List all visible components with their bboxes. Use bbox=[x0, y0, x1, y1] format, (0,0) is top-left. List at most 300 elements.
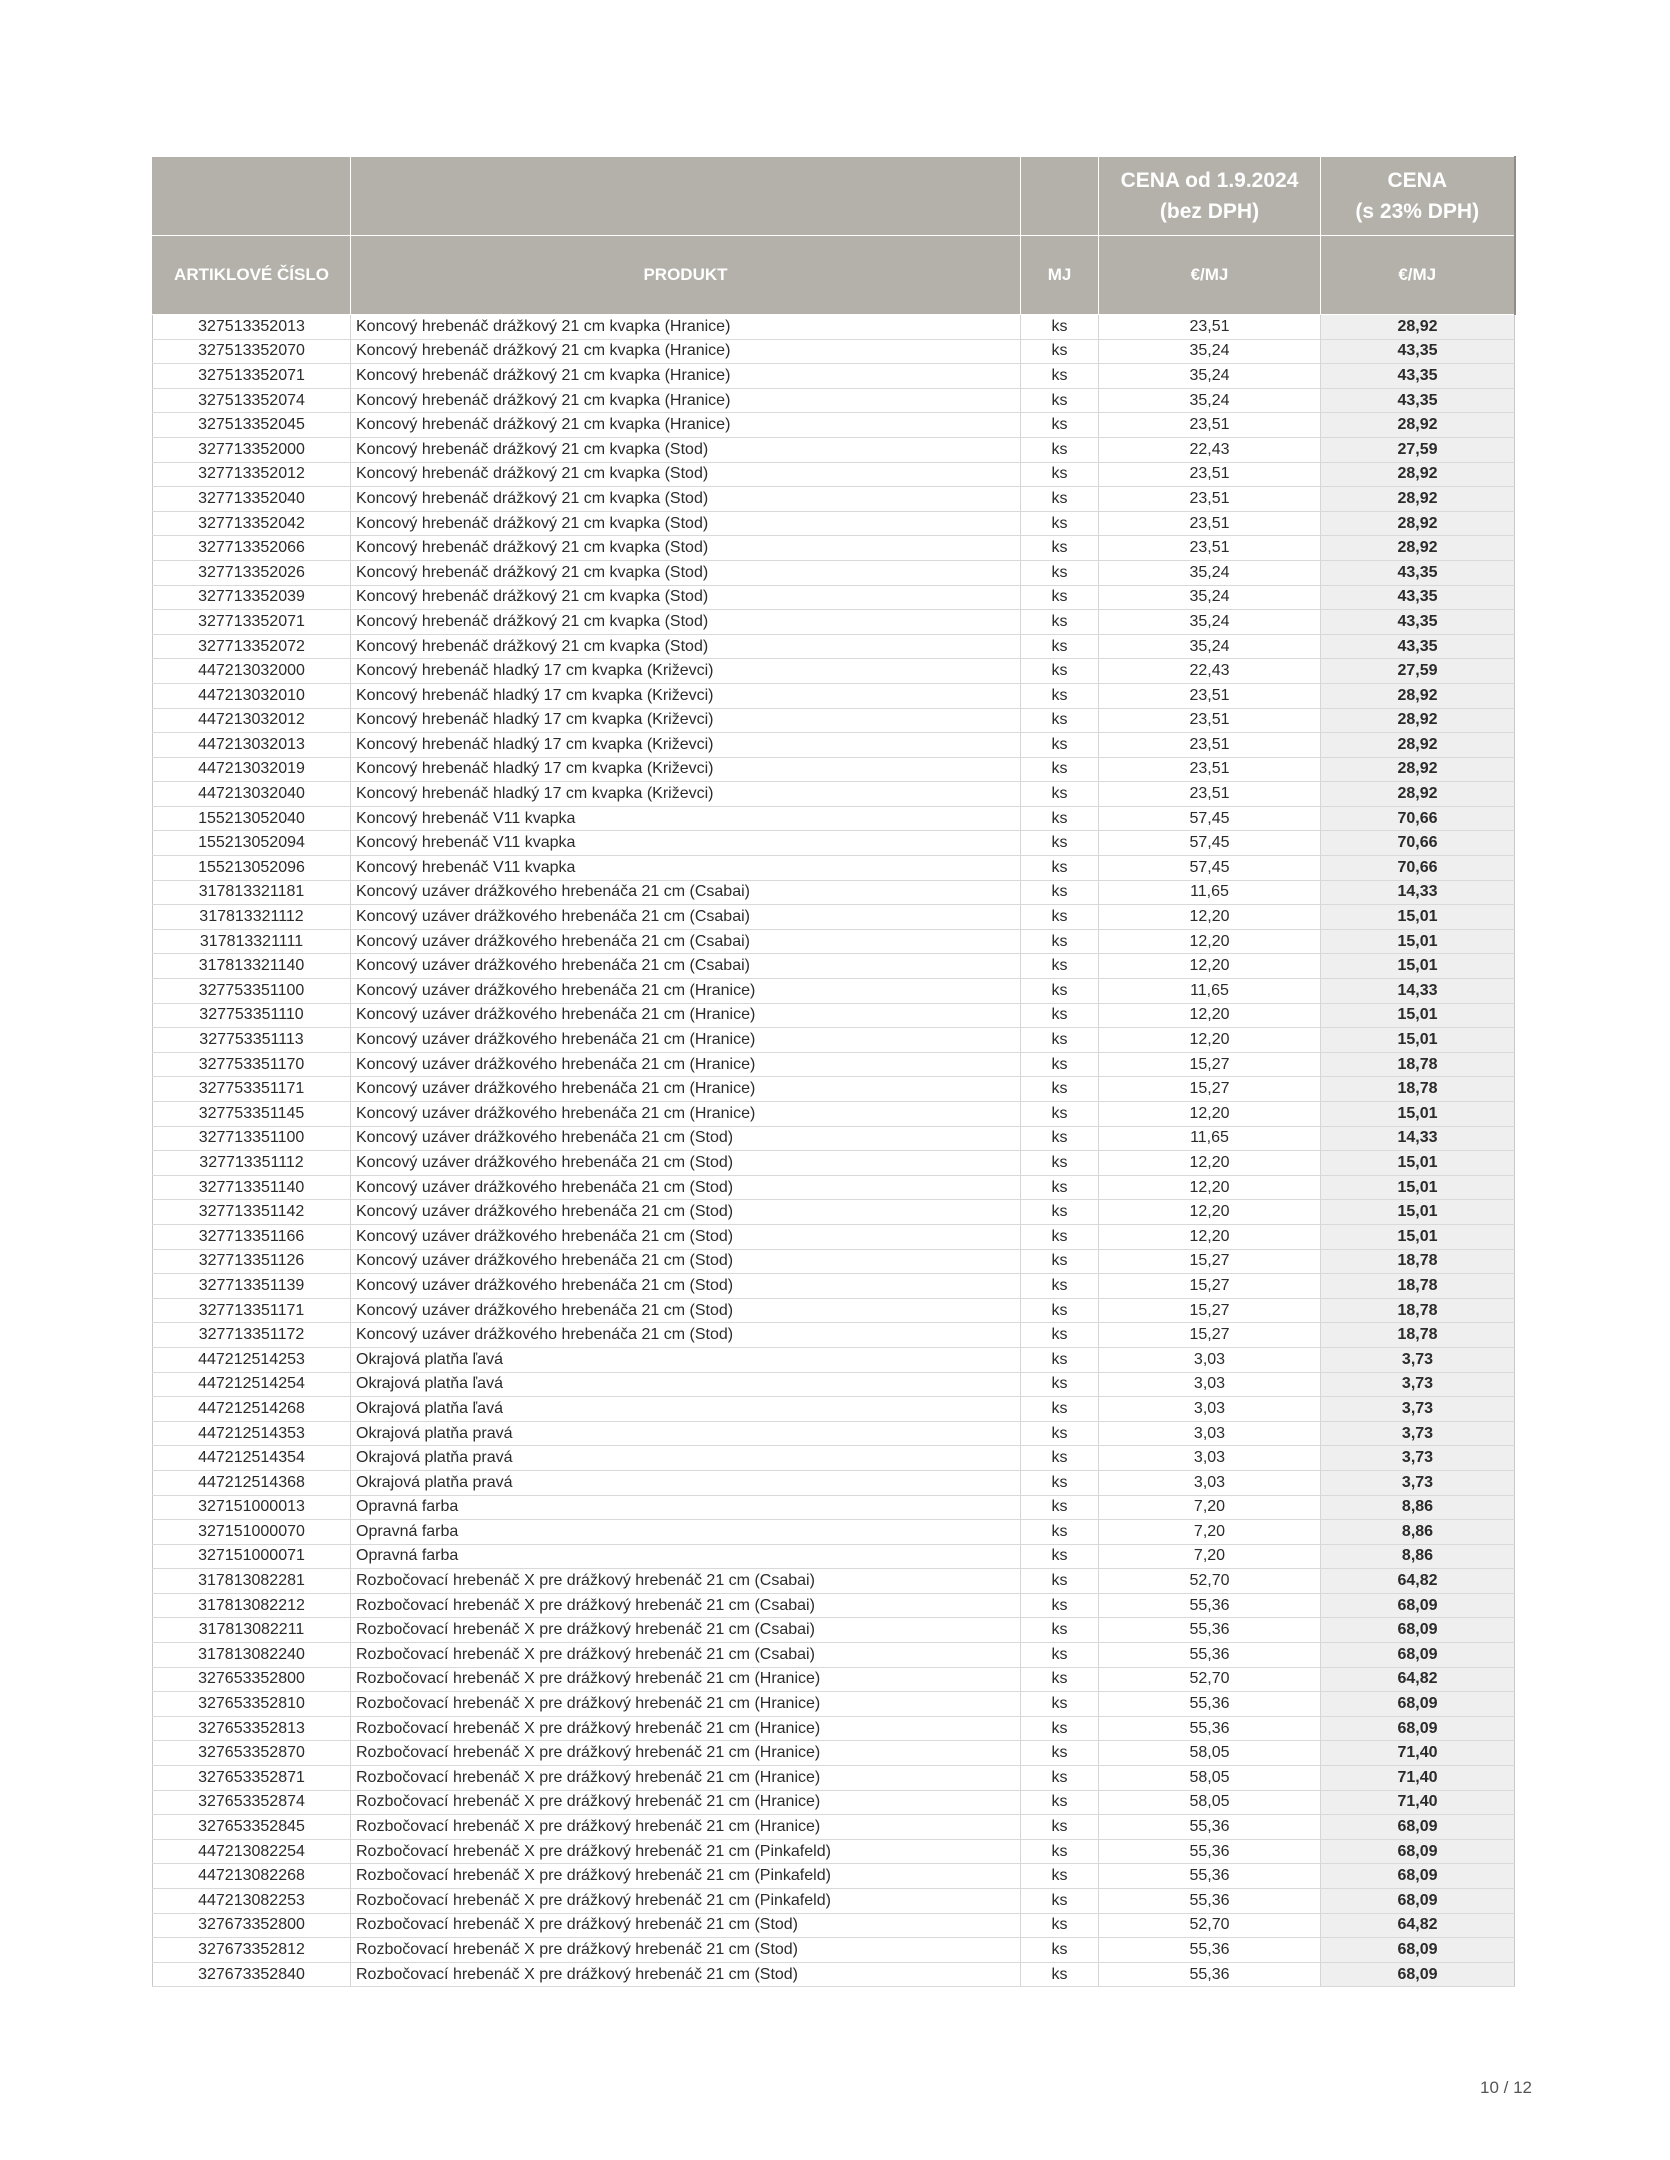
unit-cell: ks bbox=[1021, 1618, 1099, 1643]
price-cell: 12,20 bbox=[1099, 905, 1321, 930]
price-cell: 22,43 bbox=[1099, 659, 1321, 684]
article-number-cell: 327151000013 bbox=[153, 1495, 351, 1520]
price-cell: 35,24 bbox=[1099, 364, 1321, 389]
article-number-cell: 317813321112 bbox=[153, 905, 351, 930]
product-name-cell: Rozbočovací hrebenáč X pre drážkový hrebenáč 21 cm (Hranice) bbox=[351, 1815, 1021, 1840]
table-row bbox=[153, 634, 1515, 659]
product-name-cell: Koncový uzáver drážkového hrebenáča 21 cm (Hranice) bbox=[351, 1102, 1021, 1127]
article-number-cell: 327513352013 bbox=[153, 315, 351, 340]
price-cell: 35,24 bbox=[1099, 388, 1321, 413]
product-name-cell: Koncový uzáver drážkového hrebenáča 21 cm (Csabai) bbox=[351, 880, 1021, 905]
product-name-cell: Okrajová platňa ľavá bbox=[351, 1397, 1021, 1422]
product-name-cell: Koncový hrebenáč drážkový 21 cm kvapka (Hranice) bbox=[351, 339, 1021, 364]
article-number-cell: 317813082240 bbox=[153, 1643, 351, 1668]
table-row bbox=[153, 1741, 1515, 1766]
price-vat-cell: 68,09 bbox=[1321, 1593, 1515, 1618]
product-name-cell: Rozbočovací hrebenáč X pre drážkový hrebenáč 21 cm (Hranice) bbox=[351, 1716, 1021, 1741]
article-number-cell: 327653352800 bbox=[153, 1667, 351, 1692]
column-header-product: PRODUKT bbox=[351, 236, 1021, 315]
table-row bbox=[153, 1421, 1515, 1446]
product-name-cell: Koncový hrebenáč drážkový 21 cm kvapka (Stod) bbox=[351, 560, 1021, 585]
product-name-cell: Koncový hrebenáč V11 kvapka bbox=[351, 806, 1021, 831]
price-vat-cell: 15,01 bbox=[1321, 1003, 1515, 1028]
article-number-cell: 327713352026 bbox=[153, 560, 351, 585]
table-row bbox=[153, 1224, 1515, 1249]
unit-cell: ks bbox=[1021, 856, 1099, 881]
unit-cell: ks bbox=[1021, 1249, 1099, 1274]
article-number-cell: 327753351171 bbox=[153, 1077, 351, 1102]
article-number-cell: 327653352810 bbox=[153, 1692, 351, 1717]
table-row bbox=[153, 1298, 1515, 1323]
price-vat-cell: 15,01 bbox=[1321, 1200, 1515, 1225]
table-row bbox=[153, 733, 1515, 758]
table-row bbox=[153, 1593, 1515, 1618]
price-vat-cell: 15,01 bbox=[1321, 954, 1515, 979]
price-cell: 35,24 bbox=[1099, 339, 1321, 364]
table-row bbox=[153, 757, 1515, 782]
header-price-vat bbox=[1321, 157, 1515, 236]
table-row bbox=[153, 1446, 1515, 1471]
price-cell: 55,36 bbox=[1099, 1692, 1321, 1717]
price-vat-cell: 3,73 bbox=[1321, 1347, 1515, 1372]
table-row bbox=[153, 610, 1515, 635]
product-name-cell: Koncový uzáver drážkového hrebenáča 21 cm (Hranice) bbox=[351, 1052, 1021, 1077]
price-cell: 12,20 bbox=[1099, 1028, 1321, 1053]
unit-cell: ks bbox=[1021, 1864, 1099, 1889]
table-row bbox=[153, 536, 1515, 561]
article-number-cell: 447212514268 bbox=[153, 1397, 351, 1422]
unit-cell: ks bbox=[1021, 1692, 1099, 1717]
article-number-cell: 327673352800 bbox=[153, 1913, 351, 1938]
product-name-cell: Okrajová platňa pravá bbox=[351, 1421, 1021, 1446]
price-vat-cell: 3,73 bbox=[1321, 1421, 1515, 1446]
price-vat-cell: 68,09 bbox=[1321, 1839, 1515, 1864]
table-row bbox=[153, 437, 1515, 462]
article-number-cell: 327713352040 bbox=[153, 487, 351, 512]
price-vat-cell: 18,78 bbox=[1321, 1077, 1515, 1102]
table-row bbox=[153, 659, 1515, 684]
unit-cell: ks bbox=[1021, 364, 1099, 389]
article-number-cell: 317813082211 bbox=[153, 1618, 351, 1643]
table-row bbox=[153, 1126, 1515, 1151]
article-number-cell: 155213052094 bbox=[153, 831, 351, 856]
price-cell: 11,65 bbox=[1099, 1126, 1321, 1151]
price-cell: 55,36 bbox=[1099, 1938, 1321, 1963]
unit-cell: ks bbox=[1021, 339, 1099, 364]
unit-cell: ks bbox=[1021, 954, 1099, 979]
article-number-cell: 327653352845 bbox=[153, 1815, 351, 1840]
product-name-cell: Okrajová platňa pravá bbox=[351, 1446, 1021, 1471]
unit-cell: ks bbox=[1021, 1593, 1099, 1618]
product-name-cell: Koncový uzáver drážkového hrebenáča 21 cm (Stod) bbox=[351, 1151, 1021, 1176]
price-cell: 23,51 bbox=[1099, 733, 1321, 758]
product-name-cell: Koncový hrebenáč hladký 17 cm kvapka (Križevci) bbox=[351, 782, 1021, 807]
article-number-cell: 327713351112 bbox=[153, 1151, 351, 1176]
price-vat-cell: 14,33 bbox=[1321, 979, 1515, 1004]
table-row bbox=[153, 1175, 1515, 1200]
price-cell: 55,36 bbox=[1099, 1962, 1321, 1987]
table-row bbox=[153, 880, 1515, 905]
price-vat-cell: 27,59 bbox=[1321, 659, 1515, 684]
table-row bbox=[153, 560, 1515, 585]
unit-cell: ks bbox=[1021, 979, 1099, 1004]
unit-cell: ks bbox=[1021, 880, 1099, 905]
unit-cell: ks bbox=[1021, 1102, 1099, 1127]
article-number-cell: 447213082268 bbox=[153, 1864, 351, 1889]
price-vat-cell: 28,92 bbox=[1321, 708, 1515, 733]
unit-cell: ks bbox=[1021, 1347, 1099, 1372]
article-number-cell: 327753351100 bbox=[153, 979, 351, 1004]
price-cell: 57,45 bbox=[1099, 806, 1321, 831]
unit-cell: ks bbox=[1021, 1077, 1099, 1102]
unit-cell: ks bbox=[1021, 757, 1099, 782]
price-vat-cell: 43,35 bbox=[1321, 364, 1515, 389]
price-vat-cell: 18,78 bbox=[1321, 1323, 1515, 1348]
product-name-cell: Koncový hrebenáč hladký 17 cm kvapka (Križevci) bbox=[351, 708, 1021, 733]
table-row bbox=[153, 782, 1515, 807]
product-name-cell: Koncový hrebenáč drážkový 21 cm kvapka (Stod) bbox=[351, 462, 1021, 487]
price-cell: 7,20 bbox=[1099, 1520, 1321, 1545]
price-cell: 23,51 bbox=[1099, 511, 1321, 536]
price-cell: 12,20 bbox=[1099, 929, 1321, 954]
price-vat-cell: 71,40 bbox=[1321, 1766, 1515, 1791]
product-name-cell: Koncový hrebenáč drážkový 21 cm kvapka (Hranice) bbox=[351, 315, 1021, 340]
price-vat-cell: 70,66 bbox=[1321, 806, 1515, 831]
product-name-cell: Rozbočovací hrebenáč X pre drážkový hrebenáč 21 cm (Hranice) bbox=[351, 1667, 1021, 1692]
product-name-cell: Koncový uzáver drážkového hrebenáča 21 cm (Stod) bbox=[351, 1274, 1021, 1299]
product-name-cell: Koncový uzáver drážkového hrebenáča 21 cm (Hranice) bbox=[351, 1003, 1021, 1028]
price-cell: 15,27 bbox=[1099, 1323, 1321, 1348]
price-cell: 55,36 bbox=[1099, 1716, 1321, 1741]
unit-cell: ks bbox=[1021, 708, 1099, 733]
unit-cell: ks bbox=[1021, 1938, 1099, 1963]
price-vat-cell: 70,66 bbox=[1321, 856, 1515, 881]
unit-cell: ks bbox=[1021, 1889, 1099, 1914]
article-number-cell: 327513352070 bbox=[153, 339, 351, 364]
header-blank-article bbox=[153, 157, 351, 236]
article-number-cell: 327753351170 bbox=[153, 1052, 351, 1077]
article-number-cell: 327653352870 bbox=[153, 1741, 351, 1766]
table-row bbox=[153, 1766, 1515, 1791]
table-row bbox=[153, 1397, 1515, 1422]
price-vat-cell: 64,82 bbox=[1321, 1569, 1515, 1594]
product-name-cell: Rozbočovací hrebenáč X pre drážkový hrebenáč 21 cm (Pinkafeld) bbox=[351, 1864, 1021, 1889]
table-row bbox=[153, 1003, 1515, 1028]
table-row bbox=[153, 339, 1515, 364]
header-price-from-title: CENA od 1.9.2024 bbox=[1120, 169, 1299, 192]
unit-cell: ks bbox=[1021, 782, 1099, 807]
product-name-cell: Koncový uzáver drážkového hrebenáča 21 cm (Csabai) bbox=[351, 954, 1021, 979]
product-name-cell: Koncový uzáver drážkového hrebenáča 21 cm (Hranice) bbox=[351, 979, 1021, 1004]
product-name-cell: Koncový uzáver drážkového hrebenáča 21 cm (Stod) bbox=[351, 1298, 1021, 1323]
price-cell: 12,20 bbox=[1099, 1200, 1321, 1225]
price-vat-cell: 15,01 bbox=[1321, 1151, 1515, 1176]
unit-cell: ks bbox=[1021, 1446, 1099, 1471]
table-row bbox=[153, 954, 1515, 979]
article-number-cell: 327513352045 bbox=[153, 413, 351, 438]
article-number-cell: 327713352042 bbox=[153, 511, 351, 536]
price-cell: 12,20 bbox=[1099, 1175, 1321, 1200]
price-vat-cell: 43,35 bbox=[1321, 388, 1515, 413]
article-number-cell: 327653352813 bbox=[153, 1716, 351, 1741]
table-row bbox=[153, 511, 1515, 536]
price-cell: 23,51 bbox=[1099, 536, 1321, 561]
article-number-cell: 327713351140 bbox=[153, 1175, 351, 1200]
price-vat-cell: 68,09 bbox=[1321, 1643, 1515, 1668]
article-number-cell: 327151000071 bbox=[153, 1544, 351, 1569]
price-cell: 3,03 bbox=[1099, 1372, 1321, 1397]
table-row bbox=[153, 1938, 1515, 1963]
price-cell: 55,36 bbox=[1099, 1815, 1321, 1840]
price-cell: 58,05 bbox=[1099, 1766, 1321, 1791]
table-row bbox=[153, 1028, 1515, 1053]
table-row bbox=[153, 1151, 1515, 1176]
price-cell: 23,51 bbox=[1099, 757, 1321, 782]
table-row bbox=[153, 1913, 1515, 1938]
price-cell: 57,45 bbox=[1099, 831, 1321, 856]
unit-cell: ks bbox=[1021, 1741, 1099, 1766]
article-number-cell: 327713351172 bbox=[153, 1323, 351, 1348]
unit-cell: ks bbox=[1021, 1397, 1099, 1422]
price-cell: 22,43 bbox=[1099, 437, 1321, 462]
unit-cell: ks bbox=[1021, 388, 1099, 413]
table-row bbox=[153, 413, 1515, 438]
product-name-cell: Koncový hrebenáč drážkový 21 cm kvapka (Hranice) bbox=[351, 413, 1021, 438]
product-name-cell: Koncový uzáver drážkového hrebenáča 21 cm (Stod) bbox=[351, 1200, 1021, 1225]
price-vat-cell: 43,35 bbox=[1321, 585, 1515, 610]
price-vat-cell: 28,92 bbox=[1321, 315, 1515, 340]
price-vat-cell: 68,09 bbox=[1321, 1618, 1515, 1643]
price-vat-cell: 15,01 bbox=[1321, 905, 1515, 930]
price-vat-cell: 68,09 bbox=[1321, 1815, 1515, 1840]
price-vat-cell: 15,01 bbox=[1321, 929, 1515, 954]
unit-cell: ks bbox=[1021, 1569, 1099, 1594]
article-number-cell: 327151000070 bbox=[153, 1520, 351, 1545]
unit-cell: ks bbox=[1021, 1028, 1099, 1053]
product-name-cell: Okrajová platňa ľavá bbox=[351, 1347, 1021, 1372]
article-number-cell: 327753351113 bbox=[153, 1028, 351, 1053]
price-cell: 11,65 bbox=[1099, 979, 1321, 1004]
price-cell: 52,70 bbox=[1099, 1913, 1321, 1938]
price-cell: 52,70 bbox=[1099, 1667, 1321, 1692]
price-cell: 55,36 bbox=[1099, 1864, 1321, 1889]
price-cell: 55,36 bbox=[1099, 1593, 1321, 1618]
price-cell: 15,27 bbox=[1099, 1249, 1321, 1274]
price-vat-cell: 68,09 bbox=[1321, 1962, 1515, 1987]
article-number-cell: 327713352039 bbox=[153, 585, 351, 610]
page-number: 10 / 12 bbox=[1480, 2078, 1532, 2097]
article-number-cell: 327713352072 bbox=[153, 634, 351, 659]
column-header-price-unit: €/MJ bbox=[1099, 236, 1321, 315]
price-cell: 3,03 bbox=[1099, 1446, 1321, 1471]
article-number-cell: 327713352012 bbox=[153, 462, 351, 487]
header-price-vat-title: CENA bbox=[1387, 169, 1447, 192]
price-cell: 23,51 bbox=[1099, 462, 1321, 487]
header-row-columns bbox=[153, 236, 1515, 315]
article-number-cell: 327713351126 bbox=[153, 1249, 351, 1274]
price-cell: 55,36 bbox=[1099, 1889, 1321, 1914]
price-vat-cell: 27,59 bbox=[1321, 437, 1515, 462]
unit-cell: ks bbox=[1021, 1372, 1099, 1397]
price-vat-cell: 18,78 bbox=[1321, 1298, 1515, 1323]
unit-cell: ks bbox=[1021, 1815, 1099, 1840]
product-name-cell: Opravná farba bbox=[351, 1544, 1021, 1569]
unit-cell: ks bbox=[1021, 1470, 1099, 1495]
price-vat-cell: 15,01 bbox=[1321, 1028, 1515, 1053]
price-vat-cell: 3,73 bbox=[1321, 1372, 1515, 1397]
price-cell: 7,20 bbox=[1099, 1544, 1321, 1569]
article-number-cell: 447213082253 bbox=[153, 1889, 351, 1914]
price-cell: 23,51 bbox=[1099, 683, 1321, 708]
article-number-cell: 447213032000 bbox=[153, 659, 351, 684]
unit-cell: ks bbox=[1021, 1913, 1099, 1938]
article-number-cell: 447213032019 bbox=[153, 757, 351, 782]
article-number-cell: 447213032012 bbox=[153, 708, 351, 733]
product-name-cell: Koncový uzáver drážkového hrebenáča 21 cm (Hranice) bbox=[351, 1028, 1021, 1053]
table-row bbox=[153, 1815, 1515, 1840]
price-vat-cell: 68,09 bbox=[1321, 1938, 1515, 1963]
unit-cell: ks bbox=[1021, 1274, 1099, 1299]
table-row bbox=[153, 1372, 1515, 1397]
unit-cell: ks bbox=[1021, 1224, 1099, 1249]
table-row bbox=[153, 585, 1515, 610]
header-price-from bbox=[1099, 157, 1321, 236]
product-name-cell: Rozbočovací hrebenáč X pre drážkový hrebenáč 21 cm (Pinkafeld) bbox=[351, 1889, 1021, 1914]
table-row bbox=[153, 1347, 1515, 1372]
price-cell: 3,03 bbox=[1099, 1397, 1321, 1422]
table-row bbox=[153, 929, 1515, 954]
unit-cell: ks bbox=[1021, 437, 1099, 462]
unit-cell: ks bbox=[1021, 1544, 1099, 1569]
price-cell: 12,20 bbox=[1099, 1102, 1321, 1127]
price-cell: 23,51 bbox=[1099, 708, 1321, 733]
price-list-sheet bbox=[152, 156, 1516, 1987]
product-name-cell: Rozbočovací hrebenáč X pre drážkový hrebenáč 21 cm (Hranice) bbox=[351, 1692, 1021, 1717]
product-name-cell: Koncový hrebenáč drážkový 21 cm kvapka (Stod) bbox=[351, 511, 1021, 536]
table-row bbox=[153, 487, 1515, 512]
article-number-cell: 155213052040 bbox=[153, 806, 351, 831]
price-vat-cell: 71,40 bbox=[1321, 1790, 1515, 1815]
article-number-cell: 327713352071 bbox=[153, 610, 351, 635]
product-name-cell: Koncový hrebenáč hladký 17 cm kvapka (Križevci) bbox=[351, 733, 1021, 758]
article-number-cell: 317813321140 bbox=[153, 954, 351, 979]
unit-cell: ks bbox=[1021, 1151, 1099, 1176]
article-number-cell: 327713351139 bbox=[153, 1274, 351, 1299]
product-name-cell: Rozbočovací hrebenáč X pre drážkový hrebenáč 21 cm (Hranice) bbox=[351, 1766, 1021, 1791]
article-number-cell: 327513352071 bbox=[153, 364, 351, 389]
price-vat-cell: 28,92 bbox=[1321, 683, 1515, 708]
price-cell: 57,45 bbox=[1099, 856, 1321, 881]
product-name-cell: Koncový hrebenáč drážkový 21 cm kvapka (Hranice) bbox=[351, 388, 1021, 413]
price-cell: 3,03 bbox=[1099, 1347, 1321, 1372]
product-name-cell: Koncový hrebenáč drážkový 21 cm kvapka (Stod) bbox=[351, 437, 1021, 462]
price-vat-cell: 14,33 bbox=[1321, 1126, 1515, 1151]
price-cell: 52,70 bbox=[1099, 1569, 1321, 1594]
table-row bbox=[153, 1077, 1515, 1102]
table-row bbox=[153, 1692, 1515, 1717]
table-row bbox=[153, 683, 1515, 708]
article-number-cell: 327653352871 bbox=[153, 1766, 351, 1791]
price-vat-cell: 15,01 bbox=[1321, 1224, 1515, 1249]
price-table bbox=[152, 156, 1516, 1987]
table-row bbox=[153, 1569, 1515, 1594]
product-name-cell: Okrajová platňa ľavá bbox=[351, 1372, 1021, 1397]
table-row bbox=[153, 462, 1515, 487]
unit-cell: ks bbox=[1021, 831, 1099, 856]
table-header bbox=[153, 157, 1515, 315]
price-cell: 15,27 bbox=[1099, 1274, 1321, 1299]
product-name-cell: Koncový hrebenáč hladký 17 cm kvapka (Križevci) bbox=[351, 683, 1021, 708]
table-row bbox=[153, 364, 1515, 389]
price-vat-cell: 3,73 bbox=[1321, 1470, 1515, 1495]
price-vat-cell: 3,73 bbox=[1321, 1446, 1515, 1471]
price-vat-cell: 70,66 bbox=[1321, 831, 1515, 856]
price-cell: 35,24 bbox=[1099, 634, 1321, 659]
article-number-cell: 317813321181 bbox=[153, 880, 351, 905]
price-vat-cell: 8,86 bbox=[1321, 1495, 1515, 1520]
product-name-cell: Opravná farba bbox=[351, 1495, 1021, 1520]
article-number-cell: 327713351100 bbox=[153, 1126, 351, 1151]
table-row bbox=[153, 1249, 1515, 1274]
product-name-cell: Koncový hrebenáč drážkový 21 cm kvapka (Stod) bbox=[351, 536, 1021, 561]
unit-cell: ks bbox=[1021, 585, 1099, 610]
price-cell: 15,27 bbox=[1099, 1077, 1321, 1102]
article-number-cell: 447212514353 bbox=[153, 1421, 351, 1446]
price-cell: 11,65 bbox=[1099, 880, 1321, 905]
price-cell: 35,24 bbox=[1099, 585, 1321, 610]
table-row bbox=[153, 708, 1515, 733]
table-row bbox=[153, 831, 1515, 856]
price-cell: 12,20 bbox=[1099, 954, 1321, 979]
unit-cell: ks bbox=[1021, 683, 1099, 708]
price-cell: 23,51 bbox=[1099, 413, 1321, 438]
product-name-cell: Rozbočovací hrebenáč X pre drážkový hrebenáč 21 cm (Pinkafeld) bbox=[351, 1839, 1021, 1864]
price-vat-cell: 43,35 bbox=[1321, 634, 1515, 659]
product-name-cell: Okrajová platňa pravá bbox=[351, 1470, 1021, 1495]
price-cell: 3,03 bbox=[1099, 1421, 1321, 1446]
article-number-cell: 447212514354 bbox=[153, 1446, 351, 1471]
product-name-cell: Opravná farba bbox=[351, 1520, 1021, 1545]
product-name-cell: Koncový hrebenáč V11 kvapka bbox=[351, 831, 1021, 856]
product-name-cell: Koncový hrebenáč drážkový 21 cm kvapka (Stod) bbox=[351, 634, 1021, 659]
unit-cell: ks bbox=[1021, 413, 1099, 438]
price-vat-cell: 64,82 bbox=[1321, 1913, 1515, 1938]
unit-cell: ks bbox=[1021, 905, 1099, 930]
unit-cell: ks bbox=[1021, 1520, 1099, 1545]
price-cell: 35,24 bbox=[1099, 560, 1321, 585]
article-number-cell: 447212514254 bbox=[153, 1372, 351, 1397]
unit-cell: ks bbox=[1021, 1839, 1099, 1864]
unit-cell: ks bbox=[1021, 511, 1099, 536]
article-number-cell: 327713352066 bbox=[153, 536, 351, 561]
product-name-cell: Rozbočovací hrebenáč X pre drážkový hrebenáč 21 cm (Stod) bbox=[351, 1962, 1021, 1987]
price-cell: 55,36 bbox=[1099, 1839, 1321, 1864]
price-cell: 23,51 bbox=[1099, 315, 1321, 340]
table-row bbox=[153, 1667, 1515, 1692]
price-vat-cell: 28,92 bbox=[1321, 487, 1515, 512]
column-header-article: ARTIKLOVÉ ČÍSLO bbox=[153, 236, 351, 315]
product-name-cell: Rozbočovací hrebenáč X pre drážkový hrebenáč 21 cm (Csabai) bbox=[351, 1593, 1021, 1618]
article-number-cell: 327673352840 bbox=[153, 1962, 351, 1987]
article-number-cell: 327753351110 bbox=[153, 1003, 351, 1028]
price-vat-cell: 43,35 bbox=[1321, 339, 1515, 364]
header-price-from-sub: (bez DPH) bbox=[1159, 200, 1260, 223]
table-row bbox=[153, 979, 1515, 1004]
article-number-cell: 447213032010 bbox=[153, 683, 351, 708]
article-number-cell: 327713351166 bbox=[153, 1224, 351, 1249]
table-row bbox=[153, 1544, 1515, 1569]
unit-cell: ks bbox=[1021, 610, 1099, 635]
